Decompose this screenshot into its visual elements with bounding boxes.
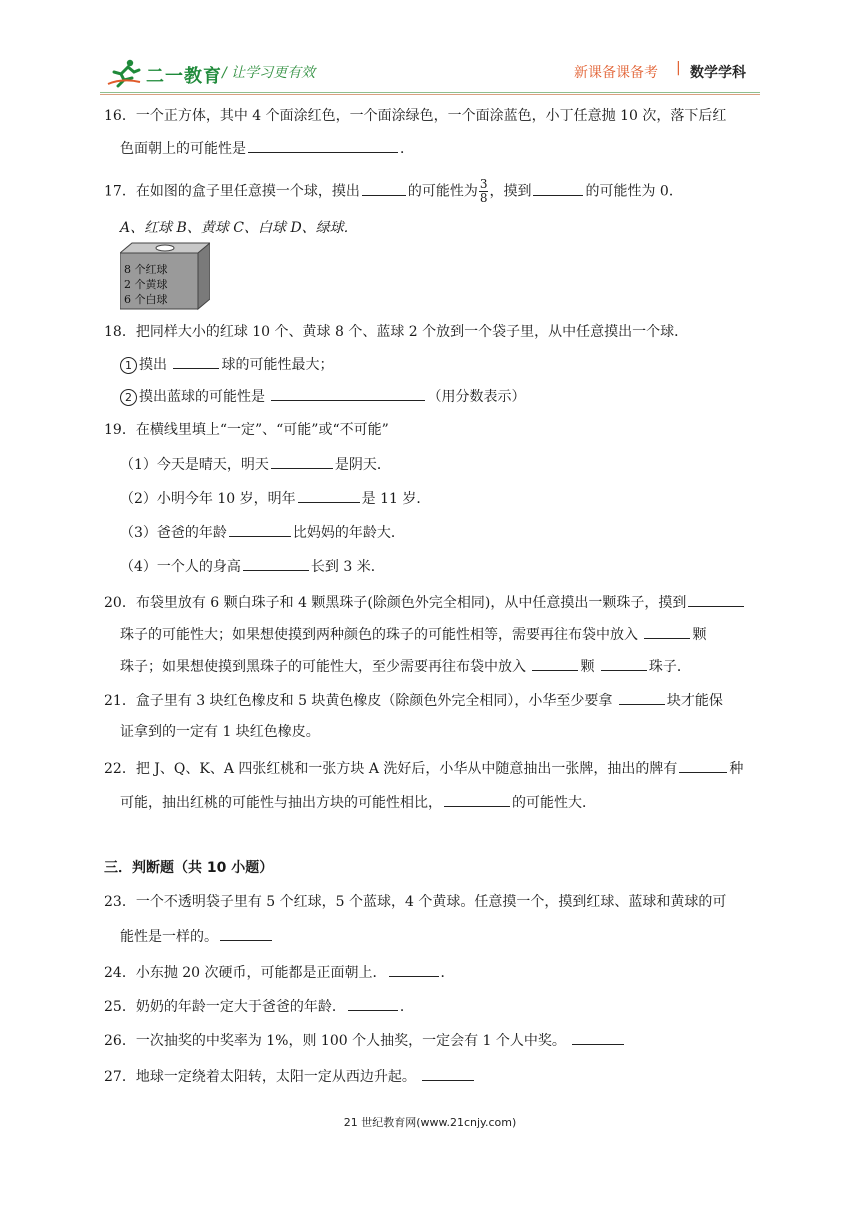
q16-line2 — [120, 138, 414, 159]
box-line-red: 8 个红球 — [124, 263, 168, 276]
q18-stem: 18．把同样大小的红球 10 个、黄球 8 个、蓝球 2 个放到一个袋子里，从中任意摸出一个球． — [104, 324, 689, 340]
q17-stem — [104, 178, 683, 205]
q22-line2 — [120, 792, 596, 813]
section-3-heading: 三．判断题（共 10 小题） — [104, 860, 274, 876]
q18-p2-end: （用分数表示） — [427, 389, 526, 405]
q19-part4 — [120, 556, 385, 577]
q16-line1: 16．一个正方体，其中 4 个面涂红色，一个面涂绿色，一个面涂蓝色，小丁任意抛 10 次，落下后红 — [104, 108, 727, 124]
q17-text-b: 的可能性为 — [407, 183, 478, 200]
q22-line1 — [104, 758, 743, 779]
q25-line — [104, 996, 414, 1017]
box-label — [124, 262, 168, 307]
q20-text-2-end: 颗 — [692, 627, 707, 643]
logo-text: 二一教育 — [146, 66, 222, 87]
q19-blank-2[interactable] — [298, 488, 360, 503]
q20-line2 — [120, 624, 706, 645]
q26-line — [104, 1030, 626, 1051]
q27-line — [104, 1066, 476, 1087]
q18-circle-2: 2 — [120, 389, 137, 406]
q22-text-1-end: 种 — [729, 761, 744, 777]
q19-p2-text: （2）小明今年 10 岁，明年 — [120, 491, 296, 507]
slogan: / 让学习更有效 — [222, 65, 316, 81]
q19-blank-1[interactable] — [271, 454, 333, 469]
q17-options: A、红球 B、黄球 C、白球 D、绿球． — [120, 220, 358, 236]
q19-p4-end: 长到 3 米． — [310, 559, 385, 575]
q20-blank-4[interactable] — [601, 656, 647, 671]
header-separator: | — [676, 60, 681, 76]
q25-blank[interactable] — [348, 996, 398, 1011]
header-divider — [100, 92, 760, 93]
q19-p3-text: （3）爸爸的年龄 — [120, 525, 227, 541]
q22-text-1: 22．把 J、Q、K、A 四张红桃和一张方块 A 洗好后，小华从中随意抽出一张牌，抽出的牌有 — [104, 761, 678, 777]
q18-part1 — [120, 354, 333, 375]
q20-text-3-end: 珠子． — [648, 659, 691, 675]
q20-blank-2[interactable] — [644, 624, 690, 639]
q19-part2 — [120, 488, 430, 509]
q19-part1 — [120, 454, 391, 475]
page-footer: 21 世纪教育网(www.21cnjy.com) — [343, 1116, 517, 1129]
q20-text-2: 珠子的可能性大；如果想使摸到两种颜色的珠子的可能性相等，需要再往布袋中放入 — [120, 627, 643, 643]
q17-blank-1[interactable] — [362, 181, 406, 196]
q22-text-2-end: 的可能性大． — [512, 795, 596, 811]
q19-p2-end: 是 11 岁． — [361, 491, 431, 507]
q17-frac-den: 8 — [479, 191, 488, 205]
q23-text-2: 能性是一样的。 — [120, 929, 218, 945]
q20-line1 — [104, 592, 746, 613]
header-divider-accent — [100, 94, 760, 95]
q18-circle-1: 1 — [120, 357, 137, 374]
q20-text-3-mid: 颗 — [580, 659, 599, 675]
q24-blank[interactable] — [389, 962, 439, 977]
q19-p1-text: （1）今天是晴天，明天 — [120, 457, 269, 473]
q27-blank[interactable] — [422, 1066, 474, 1081]
q17-text-a: 17．在如图的盒子里任意摸一个球，摸出 — [104, 183, 360, 200]
q19-p3-end: 比妈妈的年龄大． — [292, 525, 405, 541]
q24-end: ． — [440, 965, 455, 981]
q17-blank-2[interactable] — [533, 181, 583, 196]
q22-text-2: 可能，抽出红桃的可能性与抽出方块的可能性相比， — [120, 795, 442, 811]
q24-text: 24．小东抛 20 次硬币，可能都是正面朝上． — [104, 965, 387, 981]
header-tagline: 新课备课备考 — [574, 65, 658, 81]
q25-text: 25．奶奶的年龄一定大于爸爸的年龄． — [104, 999, 346, 1015]
q20-blank-1[interactable] — [688, 592, 744, 607]
q19-blank-4[interactable] — [243, 556, 309, 571]
q19-blank-3[interactable] — [229, 522, 291, 537]
q26-text: 26．一次抽奖的中奖率为 1%，则 100 个人抽奖，一定会有 1 个人中奖。 — [104, 1033, 571, 1049]
q18-p1-text: 摸出 — [139, 357, 172, 373]
q22-blank-2[interactable] — [444, 792, 510, 807]
q17-frac-num: 3 — [479, 177, 488, 191]
runner-logo-icon — [106, 58, 142, 88]
q20-blank-3[interactable] — [532, 656, 578, 671]
q16-text: 色面朝上的可能性是 — [120, 141, 246, 157]
q26-blank[interactable] — [572, 1030, 624, 1045]
q16-end: ． — [400, 141, 414, 157]
q23-line2 — [120, 926, 274, 947]
q20-text-1: 20．布袋里放有 6 颗白珠子和 4 颗黑珠子(除颜色外完全相同)，从中任意摸出一颗珠子，摸到 — [104, 595, 687, 611]
q19-p1-end: 是阴天． — [334, 457, 391, 473]
q21-blank[interactable] — [619, 690, 665, 705]
q21-line1 — [104, 690, 723, 711]
q17-text-c: ，摸到 — [489, 183, 532, 200]
header-subject: 数学学科 — [690, 65, 746, 81]
q24-line — [104, 962, 455, 983]
q22-blank-1[interactable] — [679, 758, 727, 773]
q21-text-1: 21．盒子里有 3 块红色橡皮和 5 块黄色橡皮（除颜色外完全相同），小华至少要拿 — [104, 693, 617, 709]
q17-fraction — [479, 178, 489, 205]
q18-part2 — [120, 386, 525, 407]
q21-text-1-end: 块才能保 — [666, 693, 723, 709]
q18-blank-1[interactable] — [173, 354, 219, 369]
q20-text-3: 珠子；如果想使摸到黑珠子的可能性大，至少需要再往布袋中放入 — [120, 659, 531, 675]
q19-p4-text: （4）一个人的身高 — [120, 559, 241, 575]
q19-part3 — [120, 522, 405, 543]
q17-text-d: 的可能性为 0． — [585, 183, 683, 200]
q27-text: 27．地球一定绕着太阳转，太阳一定从西边升起。 — [104, 1069, 421, 1085]
q18-p2-text: 摸出蓝球的可能性是 — [139, 389, 270, 405]
box-line-white: 6 个白球 — [124, 293, 168, 306]
q16-answer-blank[interactable] — [248, 138, 398, 153]
q18-blank-2[interactable] — [271, 386, 425, 401]
q25-end: ． — [399, 999, 414, 1015]
box-line-yellow: 2 个黄球 — [124, 278, 168, 291]
q20-line3 — [120, 656, 691, 677]
q23-line1: 23．一个不透明袋子里有 5 个红球，5 个蓝球，4 个黄球。任意摸一个，摸到红球、蓝球和黄球的可 — [104, 894, 727, 910]
q21-line2: 证拿到的一定有 1 块红色橡皮。 — [120, 724, 320, 740]
q19-stem: 19．在横线里填上“一定”、“可能”或“不可能” — [104, 422, 389, 438]
q23-blank[interactable] — [220, 926, 272, 941]
q18-p1-end: 球的可能性最大； — [221, 357, 334, 373]
